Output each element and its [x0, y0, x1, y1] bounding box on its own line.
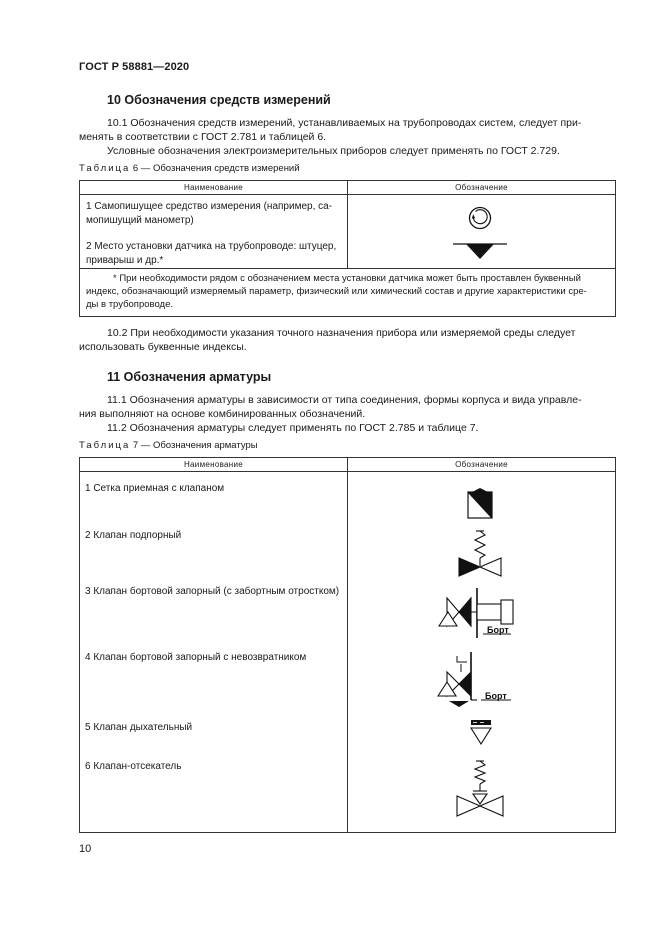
table-6-note-line1: * При необходимости рядом с обозначением места установки датчика может быть проставлен буквенный: [113, 273, 581, 284]
document-header: ГОСТ Р 58881—2020: [79, 61, 190, 73]
table-6-name-cell: [80, 195, 348, 269]
backpressure-valve-icon: [456, 528, 504, 578]
table-7-row-4: 4 Клапан бортовой запорный с невозвратником: [85, 652, 307, 663]
table-7-row-5: 5 Клапан дыхательный: [85, 722, 193, 733]
self-recording-instrument-icon: [460, 200, 500, 236]
side-shutoff-nonreturn-valve-icon: [437, 650, 521, 710]
breather-valve-icon: [468, 718, 494, 746]
table-7-row-1: 1 Сетка приемная с клапаном: [85, 483, 225, 494]
table-6-footnote-cell: [80, 269, 616, 317]
receiving-strainer-valve-icon: [467, 488, 493, 520]
cutoff-valve-icon: [455, 758, 505, 820]
label-bort-4: Борт: [485, 691, 507, 701]
table-6: [79, 180, 616, 317]
table-6-row2-line1: 2 Место установки датчика на трубопроводе: штуцер,: [86, 241, 337, 252]
table-6-caption-word: Таблица: [79, 163, 131, 174]
side-shutoff-valve-icon: [437, 586, 521, 640]
section-10-p2: Условные обозначения электроизмерительных приборов следует применять по ГОСТ 2.729.: [107, 145, 560, 157]
sensor-mount-point-icon: [450, 240, 510, 264]
table-6-note-line2: индекс, обозначающий измеряемый параметр, физический или химический состав и другие характеристики сре-: [86, 286, 587, 297]
table-6-row1-line2: мопишущий манометр): [86, 215, 194, 226]
page-number: 10: [79, 843, 92, 855]
table-7-header-name: Наименование: [80, 458, 348, 472]
table-7-header-symbol: Обозначение: [348, 458, 616, 472]
section-10-p1-line1: 10.1 Обозначения средств измерений, устанавливаемых на трубопроводах систем, следует при-: [107, 117, 582, 129]
table-6-row2-line2: приварыш и др.*: [86, 255, 164, 266]
section-11-p1-line2: ния выполняют на основе комбинированных обозначений.: [79, 408, 366, 420]
section-11-p1-line1: 11.1 Обозначения арматуры в зависимости от типа соединения, формы корпуса и вида управле-: [107, 394, 582, 406]
table-7-row-2: 2 Клапан подпорный: [85, 530, 182, 541]
table-6-header-symbol: Обозначение: [348, 181, 616, 195]
table-6-row1-line1: 1 Самопишущее средство измерения (например, са-: [86, 201, 333, 212]
table-7: [79, 457, 616, 833]
table-7-caption-word: Таблица: [79, 440, 131, 451]
section-10-title: 10 Обозначения средств измерений: [107, 93, 331, 107]
table-6-note-line3: ды в трубопроводе.: [86, 299, 173, 310]
section-10-p3-line1: 10.2 При необходимости указания точного назначения прибора или измеряемой среды следует: [107, 327, 576, 339]
table-7-caption-text: 7 — Обозначения арматуры: [130, 440, 258, 451]
label-bort-3: Борт: [487, 625, 509, 635]
table-7-row-3: 3 Клапан бортовой запорный (с забортным отростком): [85, 586, 340, 597]
section-10-p3-line2: использовать буквенные индексы.: [79, 341, 247, 353]
table-7-row-6: 6 Клапан-отсекатель: [85, 761, 182, 772]
table-7-caption: [79, 440, 258, 451]
section-11-title: 11 Обозначения арматуры: [107, 370, 272, 384]
section-11-p2: 11.2 Обозначения арматуры следует применять по ГОСТ 2.785 и таблице 7.: [107, 422, 479, 434]
table-6-caption: [79, 163, 300, 174]
section-10-p1-line2: менять в соответствии с ГОСТ 2.781 и таблицей 6.: [79, 131, 327, 143]
table-6-header-name: Наименование: [80, 181, 348, 195]
table-6-caption-text: 6 — Обозначения средств измерений: [130, 163, 300, 174]
